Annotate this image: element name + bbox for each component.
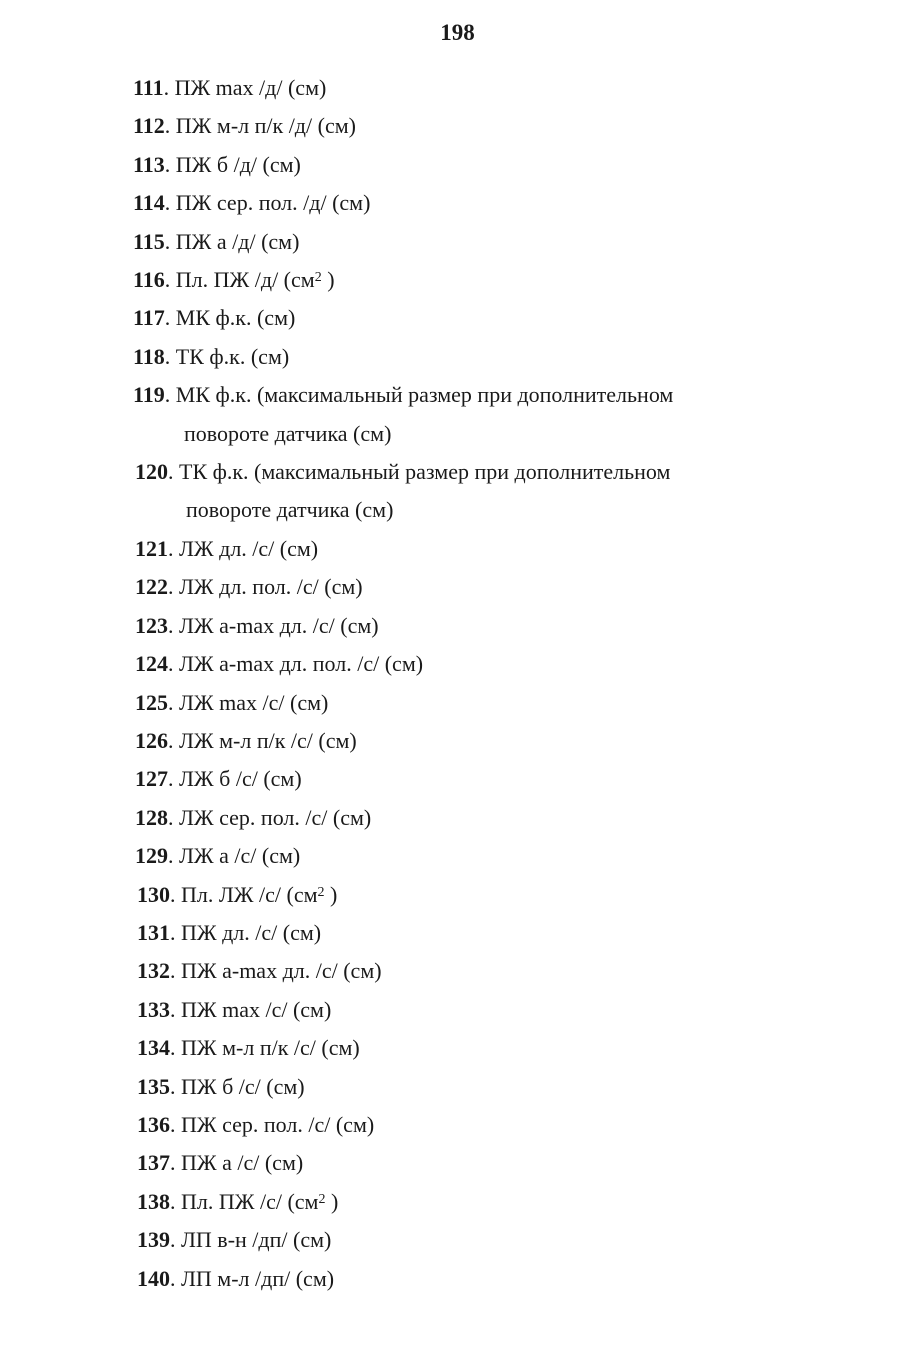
superscript: 2 bbox=[318, 1191, 326, 1207]
item-number: 131 bbox=[137, 919, 170, 945]
item-number: 126 bbox=[135, 727, 168, 753]
list-item: 116. Пл. ПЖ /д/ ($см^2$ ) bbox=[133, 267, 335, 293]
list-item: 126. ЛЖ м-л п/к /с/ (см) bbox=[135, 727, 357, 753]
item-text: ЛЖ а /с/ (см) bbox=[179, 843, 301, 869]
list-item: 111. ПЖ max /д/ (см) bbox=[133, 75, 327, 100]
item-continuation: повороте датчика (см) bbox=[184, 420, 392, 446]
list-item: 130. Пл. ЛЖ /с/ ($см^2$ ) bbox=[137, 881, 338, 907]
item-number: 124 bbox=[135, 651, 168, 677]
item-text: ЛЖ a-max дл. пол. /с/ (см) bbox=[179, 651, 424, 677]
item-text: ПЖ а /с/ (см) bbox=[181, 1150, 304, 1176]
item-text: ЛЖ б /с/ (см) bbox=[179, 766, 302, 792]
item-text: ЛЖ м-л п/к /с/ (см) bbox=[179, 727, 357, 753]
list-item: 133. ПЖ max /с/ (см) bbox=[137, 996, 332, 1022]
item-continuation: повороте датчика (см) bbox=[186, 497, 394, 523]
item-number: 119 bbox=[133, 382, 165, 408]
item-number: 136 bbox=[137, 1111, 170, 1137]
item-text: Пл. ПЖ /с/ (см bbox=[181, 1188, 319, 1214]
item-text-suffix: ) bbox=[321, 267, 335, 293]
list-item: 119. МК ф.к. (максимальный размер при дополнительном повороте датчика (см) bbox=[133, 376, 853, 453]
item-text: МК ф.к. (см) bbox=[175, 305, 296, 331]
list-item: 125. ЛЖ max /с/ (см) bbox=[135, 689, 329, 715]
item-number: 113 bbox=[133, 151, 165, 177]
item-number: 116 bbox=[133, 267, 165, 293]
item-number: 139 bbox=[137, 1227, 170, 1253]
item-number: 121 bbox=[135, 535, 168, 561]
superscript: 2 bbox=[314, 270, 322, 286]
item-text: ПЖ б /с/ (см) bbox=[181, 1073, 305, 1099]
list-item: 118. ТК ф.к. (см) bbox=[133, 343, 290, 369]
superscript: 2 bbox=[317, 884, 325, 900]
list-item: 135. ПЖ б /с/ (см) bbox=[137, 1073, 305, 1099]
item-text: ПЖ сер. пол. /д/ (см) bbox=[175, 190, 371, 216]
item-text: МК ф.к. (максимальный размер при дополнительном bbox=[175, 382, 674, 408]
item-text: ЛЖ сер. пол. /с/ (см) bbox=[179, 804, 372, 830]
item-number: 118 bbox=[133, 343, 165, 369]
item-number: 129 bbox=[135, 843, 168, 869]
item-text: ПЖ max /с/ (см) bbox=[181, 996, 332, 1022]
list-item: 121. ЛЖ дл. /с/ (см) bbox=[135, 535, 319, 561]
item-number: 120 bbox=[135, 459, 168, 485]
item-number: 127 bbox=[135, 766, 168, 792]
list-item: 122. ЛЖ дл. пол. /с/ (см) bbox=[135, 574, 363, 600]
item-text-suffix: ) bbox=[325, 1188, 339, 1214]
item-number: 132 bbox=[137, 958, 170, 984]
item-text: ЛЖ max /с/ (см) bbox=[179, 689, 329, 715]
list-item: 128. ЛЖ сер. пол. /с/ (см) bbox=[135, 804, 372, 830]
list-item: 137. ПЖ а /с/ (см) bbox=[137, 1150, 304, 1176]
list-item: 134. ПЖ м-л п/к /с/ (см) bbox=[137, 1035, 360, 1061]
item-number: 134 bbox=[137, 1035, 170, 1061]
list-item: 139. ЛП в-н /дп/ (см) bbox=[137, 1227, 332, 1253]
list-item: 132. ПЖ a-max дл. /с/ (см) bbox=[137, 958, 382, 984]
parameter-list bbox=[133, 69, 853, 1298]
list-item: 113. ПЖ б /д/ (см) bbox=[133, 151, 301, 177]
item-text: ПЖ а /д/ (см) bbox=[175, 228, 300, 254]
item-number: 114 bbox=[133, 190, 165, 216]
list-item: 120. ТК ф.к. (максимальный размер при дополнительном повороте датчика (см) bbox=[133, 453, 853, 530]
item-number: 133 bbox=[137, 996, 170, 1022]
item-text: ПЖ б /д/ (см) bbox=[175, 151, 301, 177]
item-number: 135 bbox=[137, 1073, 170, 1099]
item-text: ПЖ м-л п/к /с/ (см) bbox=[181, 1035, 360, 1061]
item-number: 130 bbox=[137, 881, 170, 907]
item-text: ПЖ м-л п/к /д/ (см) bbox=[175, 113, 356, 139]
list-item: 138. Пл. ПЖ /с/ ($см^2$ ) bbox=[137, 1188, 339, 1214]
item-text-suffix: ) bbox=[324, 881, 338, 907]
item-text: ТК ф.к. (см) bbox=[175, 343, 290, 369]
list-item: 115. ПЖ а /д/ (см) bbox=[133, 228, 300, 254]
list-item: 129. ЛЖ а /с/ (см) bbox=[135, 843, 301, 869]
list-item: 127. ЛЖ б /с/ (см) bbox=[135, 766, 302, 792]
list-item: 131. ПЖ дл. /с/ (см) bbox=[137, 919, 322, 945]
item-number: 112 bbox=[133, 113, 165, 139]
item-text: Пл. ЛЖ /с/ (см bbox=[181, 881, 318, 907]
item-number: 125 bbox=[135, 689, 168, 715]
item-text: ТК ф.к. (максимальный размер при дополнительном bbox=[179, 459, 671, 485]
item-text: ЛЖ дл. пол. /с/ (см) bbox=[179, 574, 363, 600]
list-item: 123. ЛЖ a-max дл. /с/ (см) bbox=[135, 612, 379, 638]
item-number: 123 bbox=[135, 612, 168, 638]
item-text: ПЖ сер. пол. /с/ (см) bbox=[181, 1111, 375, 1137]
item-number: 111 bbox=[133, 75, 164, 100]
item-text: ЛЖ a-max дл. /с/ (см) bbox=[179, 612, 379, 638]
item-number: 128 bbox=[135, 804, 168, 830]
item-number: 117 bbox=[133, 305, 165, 331]
list-item: 136. ПЖ сер. пол. /с/ (см) bbox=[137, 1111, 375, 1137]
page-number: 198 bbox=[440, 20, 475, 45]
item-number: 115 bbox=[133, 228, 165, 254]
list-item: 124. ЛЖ a-max дл. пол. /с/ (см) bbox=[135, 651, 424, 677]
item-text: ПЖ max /д/ (см) bbox=[174, 75, 327, 100]
list-item: 114. ПЖ сер. пол. /д/ (см) bbox=[133, 190, 371, 216]
item-text: ЛП в-н /дп/ (см) bbox=[181, 1227, 332, 1253]
item-text: ПЖ a-max дл. /с/ (см) bbox=[181, 958, 382, 984]
item-number: 122 bbox=[135, 574, 168, 600]
list-item: 117. МК ф.к. (см) bbox=[133, 305, 296, 331]
item-text: ЛП м-л /дп/ (см) bbox=[181, 1265, 335, 1291]
item-number: 137 bbox=[137, 1150, 170, 1176]
item-text: Пл. ПЖ /д/ (см bbox=[175, 267, 315, 293]
item-number: 138 bbox=[137, 1188, 170, 1214]
list-item: 112. ПЖ м-л п/к /д/ (см) bbox=[133, 113, 356, 139]
item-text: ЛЖ дл. /с/ (см) bbox=[179, 535, 319, 561]
list-item: 140. ЛП м-л /дп/ (см) bbox=[137, 1265, 335, 1291]
item-number: 140 bbox=[137, 1265, 170, 1291]
item-text: ПЖ дл. /с/ (см) bbox=[181, 919, 322, 945]
